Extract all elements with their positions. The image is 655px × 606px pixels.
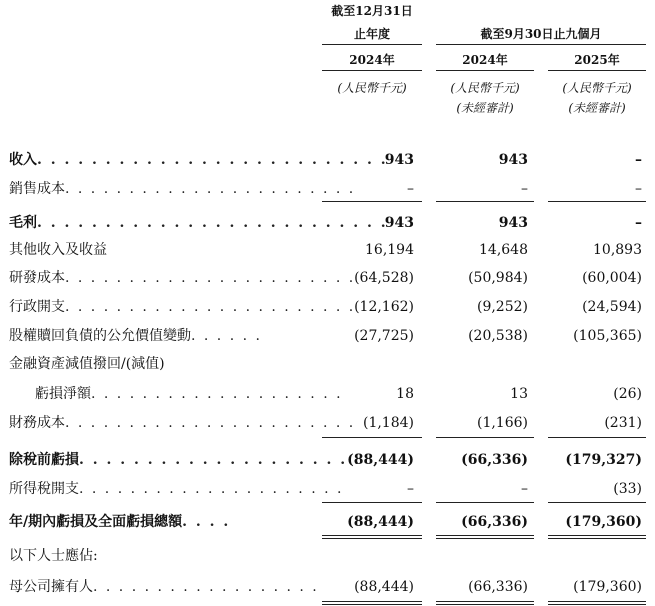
row-label	[9, 178, 355, 200]
cell-col1: (64,528)	[354, 270, 414, 286]
leader-dots: . . . . . .	[191, 328, 262, 344]
row-label	[9, 325, 262, 347]
cell-col2: 943	[498, 215, 528, 231]
total-double-rule-1b	[322, 604, 422, 605]
total-double-rule-3b	[548, 604, 646, 605]
cell-col3: (24,594)	[582, 299, 642, 315]
leader-dots: . . . . . . . . . . . . . . . . . . . . . . .	[65, 299, 356, 315]
row-label-text: 銷售成本	[9, 181, 65, 197]
row-label	[9, 412, 355, 434]
leader-dots: . . . . . . . . . . . . . . . . . . . . . . .	[65, 181, 356, 197]
subtotal-rule-2	[436, 201, 534, 202]
total-double-rule-3a	[548, 601, 646, 602]
header-underline-annual	[322, 44, 422, 45]
cell-col2: (66,336)	[461, 514, 528, 530]
subtotal-rule-3	[548, 437, 646, 438]
row-label	[9, 545, 98, 567]
cell-col1: (88,444)	[347, 452, 414, 468]
cell-col3: 10,893	[593, 242, 642, 258]
cell-col1: (12,162)	[354, 299, 414, 315]
table-row-loss-before-tax	[0, 449, 655, 471]
table-row-owners-of-parent	[0, 576, 655, 598]
row-label	[9, 449, 361, 471]
cell-col3: (179,327)	[565, 452, 642, 468]
cell-col3: –	[635, 181, 642, 197]
subtotal-rule-3	[548, 201, 646, 202]
header-period-annual: 截至12月31日	[331, 4, 413, 18]
header-col1-year: 2024年	[349, 53, 395, 67]
header-col1-unit: (人民幣千元)	[337, 81, 407, 95]
subtotal-rule-1	[322, 437, 422, 438]
header-col3-unit: (人民幣千元)	[562, 81, 632, 95]
header-year-underline-2	[436, 70, 534, 71]
leader-dots: . . . . . . . . . . . . . . . . . . . . .	[79, 481, 344, 497]
cell-col3: –	[635, 152, 642, 168]
cell-col1: (1,184)	[362, 415, 414, 431]
table-row-impairment-heading	[0, 353, 655, 375]
cell-col3: (179,360)	[573, 579, 642, 595]
header-col3-year: 2025年	[574, 53, 620, 67]
table-row-impairment-net	[0, 383, 655, 405]
table-row-gross-profit	[0, 212, 655, 234]
cell-col1: (27,725)	[354, 328, 414, 344]
total-double-rule-2a	[436, 535, 534, 536]
cell-col1: 18	[396, 386, 414, 402]
row-label-text: 以下人士應佔:	[9, 548, 98, 564]
leader-dots: . . . . . . . . . . . . . . . . . . . . .	[79, 452, 361, 468]
row-label-text: 虧損淨額	[35, 386, 91, 402]
row-label	[9, 239, 107, 261]
subtotal-rule-1	[322, 502, 422, 503]
table-row-fair-value-change	[0, 325, 655, 347]
cell-col2: 943	[498, 152, 528, 168]
table-row-other-income	[0, 239, 655, 261]
leader-dots: . . . . . . . . . . . . . . . . . . . . . . . . . .	[37, 152, 388, 168]
row-label	[9, 576, 319, 598]
row-label-text: 除稅前虧損	[9, 452, 79, 468]
header-col2-unaudited: (未經審計)	[456, 101, 514, 115]
row-label-text: 所得稅開支	[9, 481, 79, 497]
leader-dots: . . . . . . . . . . . . . . . . . . . . . . .	[65, 415, 356, 431]
cell-col3: (26)	[613, 386, 642, 402]
total-double-rule-2a	[436, 601, 534, 602]
row-label-text: 股權贖回負債的公允價值變動	[9, 328, 191, 344]
row-label-text: 年/期內虧損及全面虧損總額	[9, 514, 183, 530]
row-label-text: 行政開支	[9, 299, 65, 315]
cell-col1: –	[407, 481, 414, 497]
row-label-text: 毛利	[9, 215, 37, 231]
subtotal-rule-2	[436, 502, 534, 503]
row-label-text: 研發成本	[9, 270, 65, 286]
total-double-rule-3a	[548, 535, 646, 536]
table-row-admin-expenses	[0, 296, 655, 318]
cell-col1: 943	[384, 215, 414, 231]
header-period-annual-suffix: 止年度	[353, 27, 390, 41]
cell-col1: (88,444)	[354, 579, 414, 595]
cell-col1: (88,444)	[347, 514, 414, 530]
row-label-text: 金融資產減值撥回/(減值)	[9, 356, 165, 372]
table-row-total-loss	[0, 511, 655, 533]
cell-col2: 13	[510, 386, 528, 402]
cell-col2: (9,252)	[476, 299, 528, 315]
leader-dots: . . . . . . . . . . . . . . . . . .	[93, 579, 319, 595]
cell-col3: (231)	[604, 415, 642, 431]
cell-col3: (179,360)	[565, 514, 642, 530]
table-row-income-tax	[0, 478, 655, 500]
cell-col3: (105,365)	[573, 328, 642, 344]
total-double-rule-3b	[548, 538, 646, 539]
leader-dots: . . . .	[182, 514, 231, 530]
cell-col2: (1,166)	[476, 415, 528, 431]
header-col2-year: 2024年	[462, 53, 508, 67]
leader-dots: . . . . . . . . . . . . . . . . . . . . . . . . . .	[37, 215, 388, 231]
table-row-attributable-heading	[0, 545, 655, 567]
row-label-text: 其他收入及收益	[9, 242, 107, 258]
cell-col2: (50,984)	[468, 270, 528, 286]
total-double-rule-1a	[322, 601, 422, 602]
subtotal-rule-3	[548, 502, 646, 503]
header-year-underline-3	[548, 70, 646, 71]
cell-col2: (66,336)	[468, 579, 528, 595]
header-year-underline-1	[322, 70, 422, 71]
row-label	[9, 267, 355, 289]
cell-col2: –	[521, 181, 528, 197]
header-underline-nine-months	[436, 44, 646, 45]
cell-col1: 943	[384, 152, 414, 168]
total-double-rule-1a	[322, 535, 422, 536]
cell-col2: (66,336)	[461, 452, 528, 468]
row-label-text: 收入	[9, 152, 37, 168]
total-double-rule-2b	[436, 538, 534, 539]
total-double-rule-1b	[322, 538, 422, 539]
cell-col3: (33)	[613, 481, 642, 497]
header-col2-unit: (人民幣千元)	[450, 81, 520, 95]
cell-col2: –	[521, 481, 528, 497]
table-row-rnd-costs	[0, 267, 655, 289]
row-label	[9, 511, 230, 533]
row-label	[9, 353, 165, 375]
table-row-revenue	[0, 149, 655, 171]
cell-col3: –	[635, 215, 642, 231]
cell-col1: 16,194	[365, 242, 414, 258]
table-row-cost-of-sales	[0, 178, 655, 200]
cell-col2: 14,648	[479, 242, 528, 258]
leader-dots: . . . . . . . . . . . . . . . . . . . . . . .	[65, 270, 356, 286]
subtotal-rule-2	[436, 437, 534, 438]
row-label	[9, 296, 355, 318]
subtotal-rule-1	[322, 201, 422, 202]
row-label	[35, 383, 343, 405]
cell-col2: (20,538)	[468, 328, 528, 344]
table-row-finance-costs	[0, 412, 655, 434]
leader-dots: . . . . . . . . . . . . . . . . . . . .	[91, 386, 343, 402]
cell-col1: –	[407, 181, 414, 197]
row-label-text: 財務成本	[9, 415, 65, 431]
row-label-text: 母公司擁有人	[9, 579, 93, 595]
total-double-rule-2b	[436, 604, 534, 605]
header-col3-unaudited: (未經審計)	[568, 101, 626, 115]
row-label	[9, 478, 343, 500]
header-period-nine-months: 截至9月30日止九個月	[480, 27, 602, 41]
cell-col3: (60,004)	[582, 270, 642, 286]
